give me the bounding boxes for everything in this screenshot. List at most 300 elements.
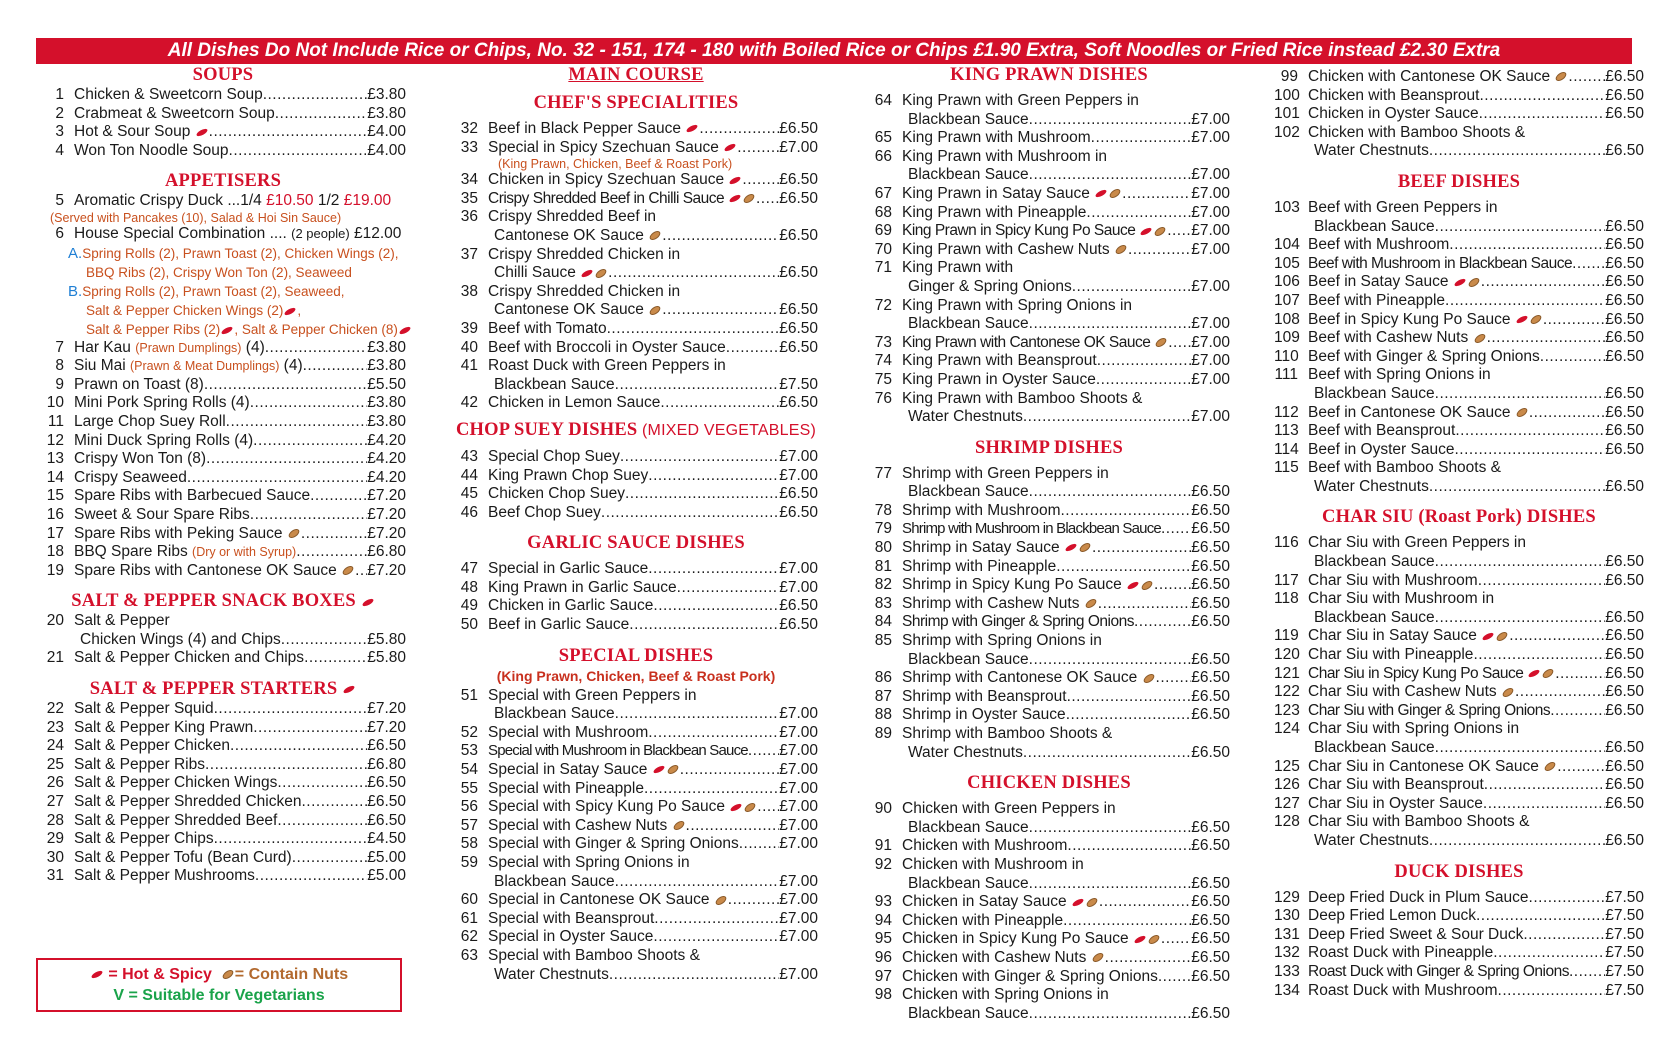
item-price: £7.00 <box>1191 408 1230 426</box>
item-number: 10 <box>46 394 64 412</box>
item-name: Beef Chop Suey <box>488 503 601 521</box>
item-number: 9 <box>55 375 64 393</box>
item-number: 102 <box>1274 123 1300 141</box>
item-number: 78 <box>874 501 892 519</box>
chop-suey-list <box>454 448 818 522</box>
menu-item <box>1274 404 1644 423</box>
item-name: King Prawn with Beansprout <box>902 352 1097 370</box>
menu-item <box>868 129 1230 148</box>
item-name: Blackbean Sauce <box>1314 384 1435 402</box>
menu-item <box>1274 87 1644 106</box>
chili-icon <box>652 765 665 775</box>
chili-icon <box>686 124 699 134</box>
item-number: 49 <box>460 597 478 615</box>
item-name: Roast Duck with Ginger & Spring Onions <box>1308 962 1569 980</box>
menu-item <box>40 394 406 413</box>
menu-item <box>1274 348 1644 367</box>
item-price: £6.50 <box>1191 576 1230 594</box>
item-price: £7.00 <box>1191 184 1230 202</box>
nut-icon <box>1091 952 1105 965</box>
chili-icon <box>1515 314 1528 324</box>
menu-item <box>454 616 818 635</box>
item-number: 57 <box>460 816 478 834</box>
menu-item <box>454 947 818 984</box>
chefs-list <box>454 120 818 413</box>
item-number: 24 <box>46 737 64 755</box>
item-price: £7.00 <box>779 447 818 465</box>
menu-item <box>1274 982 1644 1001</box>
item-name: Chicken with Pineapple <box>902 911 1064 929</box>
item-price: £6.50 <box>1605 86 1644 104</box>
item-name: Water Chestnuts <box>1314 831 1429 849</box>
chili-icon <box>730 802 743 812</box>
item-name: Beef in Spicy Kung Po Sauce <box>1308 311 1543 330</box>
menu-item <box>40 719 406 738</box>
item-name: Char Siu in Spicy Kung Po Sauce <box>1308 665 1555 684</box>
item-name: Char Siu with Ginger & Spring Onions <box>1308 701 1551 719</box>
item-price: £7.00 <box>779 835 818 853</box>
menu-item <box>1274 795 1644 814</box>
menu-item <box>1274 422 1644 441</box>
item-number: 122 <box>1274 683 1300 701</box>
item-name: Roast Duck with Mushroom <box>1308 981 1498 999</box>
menu-item <box>868 502 1230 521</box>
menu-item <box>1274 329 1644 348</box>
item-price: £7.00 <box>779 761 818 779</box>
item-name: Beef with Pineapple <box>1308 291 1446 309</box>
item-price: £7.50 <box>1605 962 1644 980</box>
nut-icon <box>1153 225 1167 238</box>
menu-item <box>868 222 1230 241</box>
item-name: Char Siu in Oyster Sauce <box>1308 794 1483 812</box>
item-name: Blackbean Sauce <box>1314 608 1435 626</box>
section-title-beef: BEEF DISHES <box>1397 171 1521 192</box>
menu-item <box>454 448 818 467</box>
item-number: 43 <box>460 447 478 465</box>
item-price: £7.20 <box>367 524 406 542</box>
menu-column-3 <box>868 64 1230 1023</box>
item-name: Prawn on Toast (8) <box>74 375 204 393</box>
item-number: 63 <box>460 946 478 964</box>
vegetarian-icon: V <box>113 987 125 1004</box>
item-name: Chicken in Lemon Sauce <box>488 394 661 412</box>
item-price: £6.50 <box>779 503 818 521</box>
menu-item <box>1274 236 1644 255</box>
menu-item <box>868 259 1230 296</box>
item-price: £7.00 <box>1191 370 1230 388</box>
menu-item <box>868 204 1230 223</box>
item-number: 92 <box>874 855 892 873</box>
menu-item: 6 House Special Combination .... (2 people) £12.00 <box>55 224 402 242</box>
item-price: £7.00 <box>779 466 818 484</box>
item-price: £7.00 <box>779 742 818 760</box>
king-prawn-list <box>868 92 1230 427</box>
menu-item <box>1274 441 1644 460</box>
menu-item <box>40 737 406 756</box>
menu-item <box>40 830 406 849</box>
item-name: Crispy Shredded Beef in <box>488 208 657 226</box>
menu-item <box>1274 534 1644 571</box>
item-number: 58 <box>460 835 478 853</box>
item-price: £6.50 <box>1191 687 1230 705</box>
item-name: Shrimp with Mushroom in Blackbean Sauce <box>902 520 1161 538</box>
menu-item <box>40 142 406 161</box>
item-name: Chicken with Mushroom in <box>902 855 1084 873</box>
item-price: £6.50 <box>779 226 818 244</box>
menu-item <box>868 558 1230 577</box>
item-price: £7.00 <box>779 798 818 816</box>
section-title-chefs-specialities: CHEF'S SPECIALITIES <box>533 93 739 113</box>
item-price: £6.50 <box>1605 627 1644 645</box>
item-number: 32 <box>460 120 478 137</box>
section-title-chop-suey: CHOP SUEY DISHES (MIXED VEGETABLES) <box>455 419 817 440</box>
menu-item <box>454 467 818 486</box>
menu-item <box>1274 366 1644 403</box>
duck-list <box>1274 889 1644 1001</box>
rice-chips-banner: All Dishes Do Not Include Rice or Chips, No. 32 - 151, 174 - 180 with Boiled Rice or Chips £1.90 Extra, Soft Noodles or Fried Rice instead £2.30 Extra <box>36 38 1632 64</box>
char-siu-list <box>1274 534 1644 850</box>
nut-icon <box>1467 276 1481 289</box>
nut-icon <box>1473 332 1487 345</box>
item-number: 126 <box>1274 776 1300 794</box>
menu-item <box>868 930 1230 949</box>
item-name: Special with Mushroom <box>488 723 649 741</box>
nut-icon <box>666 764 680 777</box>
item-number: 3 <box>55 123 64 141</box>
item-price: £7.00 <box>1191 333 1230 351</box>
item-name: Shrimp with Green Peppers in <box>902 464 1109 482</box>
item-name: Char Siu with Green Peppers in <box>1308 534 1526 552</box>
item-name: Salt & Pepper Shredded Beef <box>74 811 278 829</box>
item-price: £6.50 <box>1605 105 1644 123</box>
item-name: Special in Oyster Sauce <box>488 928 654 946</box>
item-number: 75 <box>874 370 892 388</box>
nut-icon <box>1543 760 1557 773</box>
item-price: £6.50 <box>1605 553 1644 571</box>
menu-item <box>40 450 406 469</box>
item-price: £6.50 <box>1605 831 1644 849</box>
item-name: King Prawn with Cantonese OK Sauce <box>902 334 1168 353</box>
item-price: £7.20 <box>367 487 406 505</box>
menu-item <box>454 394 818 413</box>
item-number: 90 <box>874 800 892 818</box>
menu-item <box>1274 68 1644 87</box>
item-name: Chicken in Satay Sauce <box>902 893 1099 912</box>
item-name: Shrimp with Beansprout <box>902 687 1067 705</box>
menu-item <box>454 742 818 761</box>
item-name: Blackbean Sauce <box>908 818 1029 836</box>
item-price: £6.50 <box>1605 757 1644 775</box>
menu-item <box>868 669 1230 688</box>
item-number: 27 <box>46 793 64 811</box>
item-name: King Prawn with Mushroom <box>902 129 1091 147</box>
section-title-garlic: GARLIC SAUCE DISHES <box>527 533 745 554</box>
item-name: Spare Ribs with Barbecued Sauce <box>74 487 311 505</box>
nut-icon <box>1515 406 1529 419</box>
item-name: Shrimp with Cashew Nuts <box>902 595 1098 614</box>
item-number: 117 <box>1274 571 1299 589</box>
item-name: Char Siu with Bamboo Shoots & <box>1308 813 1530 831</box>
item-number: 85 <box>874 632 892 650</box>
item-name: King Prawn in Satay Sauce <box>902 185 1122 204</box>
item-note: (King Prawn, Chicken, Beef & Roast Pork) <box>498 157 733 172</box>
item-price: £6.50 <box>1191 874 1230 892</box>
menu-item <box>1274 813 1644 850</box>
item-price: £6.50 <box>779 485 818 503</box>
menu-item <box>868 390 1230 427</box>
item-name: Chicken with Ginger & Spring Onions <box>902 967 1158 985</box>
item-number: 76 <box>874 389 892 407</box>
item-price: £6.50 <box>1191 501 1230 519</box>
item-name: Chicken with Spring Onions in <box>902 986 1109 1004</box>
item-name: Water Chestnuts <box>1314 142 1429 160</box>
item-name: Beef in Garlic Sauce <box>488 616 630 634</box>
item-number: 12 <box>46 431 64 449</box>
menu-item <box>868 241 1230 260</box>
item-name: Mini Pork Spring Rolls (4) <box>74 394 250 412</box>
item-number: 113 <box>1274 422 1299 440</box>
item-number: 111 <box>1274 366 1298 384</box>
item-number: 116 <box>1274 534 1299 552</box>
menu-item <box>1274 292 1644 311</box>
item-name: Crispy Seaweed <box>74 468 187 486</box>
item-name: Special in Garlic Sauce <box>488 560 649 578</box>
chili-icon <box>1528 669 1541 679</box>
menu-item <box>454 928 818 947</box>
menu-item: 19 Spare Ribs with Cantonese OK Sauce ..... £7.20 <box>40 562 406 581</box>
item-price: £7.00 <box>779 705 818 723</box>
item-price: £4.20 <box>367 431 406 449</box>
menu-item <box>1274 646 1644 665</box>
item-name: Crabmeat & Sweetcorn Soup <box>74 104 275 122</box>
nut-icon <box>1495 630 1509 643</box>
item-name: Blackbean Sauce <box>494 872 615 890</box>
item-price: £6.50 <box>1605 608 1644 626</box>
menu-column-2 <box>454 64 818 984</box>
item-number: 59 <box>460 854 478 871</box>
item-price: £6.50 <box>779 189 818 207</box>
item-number: 84 <box>874 613 892 631</box>
item-number: 125 <box>1274 757 1300 775</box>
item-number: 65 <box>874 129 892 147</box>
item-number: 104 <box>1274 236 1300 254</box>
item-number: 110 <box>1274 347 1299 365</box>
menu-item <box>40 506 406 525</box>
item-number: 97 <box>874 967 892 985</box>
item-price: £6.80 <box>367 755 406 773</box>
menu-item <box>40 867 406 886</box>
starters-list <box>40 700 406 886</box>
section-title-starters: SALT & PEPPER STARTERS <box>40 678 406 700</box>
item-number: 91 <box>874 837 892 855</box>
item-price: £6.50 <box>1605 422 1644 440</box>
item-number: 73 <box>874 333 892 351</box>
item-name: Crispy Shredded Chicken in <box>488 282 681 300</box>
chili-icon <box>90 970 103 980</box>
item-number: 26 <box>46 774 64 792</box>
menu-item <box>868 148 1230 185</box>
menu-item <box>454 910 818 929</box>
chili-icon <box>1140 226 1153 236</box>
item-name: Ginger & Spring Onions <box>908 277 1072 295</box>
item-price: £6.50 <box>1605 254 1644 272</box>
item-name: Shrimp in Spicy Kung Po Sauce <box>902 576 1154 595</box>
item-name: Special with Spring Onions in <box>488 854 690 871</box>
item-price: £4.20 <box>367 450 406 468</box>
item-number: 22 <box>46 700 64 718</box>
item-price: £6.50 <box>1191 706 1230 724</box>
item-number: 131 <box>1274 925 1300 943</box>
item-price: £6.50 <box>1605 291 1644 309</box>
chili-icon <box>343 685 356 695</box>
item-name: Char Siu with Mushroom in <box>1308 590 1495 608</box>
item-price: £6.50 <box>1191 930 1230 948</box>
item-price: £6.50 <box>1605 701 1644 719</box>
nut-icon <box>287 527 301 540</box>
menu-item <box>40 793 406 812</box>
menu-item <box>1274 459 1644 496</box>
chili-icon <box>1071 897 1084 907</box>
item-name: Won Ton Noodle Soup <box>74 141 229 159</box>
item-price: £6.50 <box>1605 217 1644 235</box>
menu-item <box>868 185 1230 204</box>
item-number: 46 <box>460 503 478 521</box>
chili-icon <box>1095 189 1108 199</box>
menu-item <box>40 86 406 105</box>
section-title-king-prawn: KING PRAWN DISHES <box>950 65 1148 85</box>
menu-item <box>868 576 1230 595</box>
item-price: £6.50 <box>1605 776 1644 794</box>
item-price: £6.50 <box>779 616 818 634</box>
item-number: 87 <box>874 687 892 705</box>
item-price: £6.50 <box>1191 650 1230 668</box>
item-name: Large Chop Suey Roll <box>74 412 226 430</box>
item-name: Char Siu with Cashew Nuts <box>1308 683 1515 702</box>
menu-item: 7 Har Kau (Prawn Dumplings) (4) ..... £3.80 <box>40 339 406 358</box>
item-number: 2 <box>55 104 64 122</box>
menu-item <box>454 724 818 743</box>
item-name: King Prawn with <box>902 259 1014 277</box>
item-name: Cantonese OK Sauce <box>494 227 662 246</box>
menu-item <box>40 756 406 775</box>
item-name: Cantonese OK Sauce <box>494 301 662 320</box>
nut-icon <box>1142 672 1156 685</box>
menu-item <box>454 891 818 910</box>
item-price: £7.50 <box>1605 981 1644 999</box>
menu-item <box>454 208 818 245</box>
item-number: 51 <box>460 686 478 704</box>
item-number: 118 <box>1274 590 1299 608</box>
menu-column-1 <box>40 64 406 886</box>
item-number: 41 <box>460 357 478 375</box>
menu-item <box>40 376 406 395</box>
item-name: Chicken with Bamboo Shoots & <box>1308 123 1526 141</box>
garlic-list <box>454 560 818 634</box>
nut-icon <box>1147 933 1161 946</box>
menu-item <box>40 812 406 831</box>
item-price: £6.50 <box>1191 520 1230 538</box>
item-name: King Prawn with Pineapple <box>902 203 1087 221</box>
item-price: £6.50 <box>1605 142 1644 160</box>
item-number: 72 <box>874 296 892 314</box>
special-list <box>454 687 818 985</box>
menu-item <box>1274 572 1644 591</box>
item-price: £6.50 <box>779 301 818 319</box>
menu-item <box>454 761 818 780</box>
item-name: Roast Duck with Green Peppers in <box>488 357 726 375</box>
item-number: 105 <box>1274 254 1300 272</box>
item-price: £6.50 <box>1191 1004 1230 1022</box>
item-number: 30 <box>46 848 64 866</box>
menu-item <box>1274 907 1644 926</box>
item-name: King Prawn with Green Peppers in <box>902 92 1139 109</box>
item-price: £7.00 <box>1191 277 1230 295</box>
menu-item <box>454 171 818 190</box>
item-name: Beef with Spring Onions in <box>1308 366 1491 384</box>
item-number: 52 <box>460 723 478 741</box>
item-price: £6.50 <box>367 793 406 811</box>
item-name: Crispy Shredded Beef in Chilli Sauce <box>488 190 756 209</box>
item-name: Beef with Cashew Nuts <box>1308 329 1487 348</box>
item-name: Blackbean Sauce <box>908 110 1029 128</box>
item-number: 134 <box>1274 981 1300 999</box>
chili-icon <box>221 325 234 335</box>
item-name: Beef with Broccoli in Oyster Sauce <box>488 338 726 356</box>
item-name: Char Siu with Pineapple <box>1308 646 1474 664</box>
item-price: £5.50 <box>367 375 406 393</box>
item-name: Aromatic Crispy Duck ...1/4 £10.50 1/2 £19.00 <box>74 192 392 210</box>
chili-icon <box>1453 277 1466 287</box>
menu-item <box>1274 311 1644 330</box>
item-number: 47 <box>460 560 478 578</box>
item-name: Chicken in Spicy Kung Po Sauce <box>902 930 1161 949</box>
item-name: Chicken & Sweetcorn Soup <box>74 86 263 103</box>
menu-item <box>454 687 818 724</box>
nut-icon <box>648 304 662 317</box>
item-price: £4.00 <box>367 123 406 141</box>
nut-icon <box>742 192 756 205</box>
item-name: Special with Green Peppers in <box>488 686 697 704</box>
item-price: £6.50 <box>1605 664 1644 682</box>
chili-icon <box>729 194 742 204</box>
menu-item <box>1274 776 1644 795</box>
item-number: 70 <box>874 240 892 258</box>
item-number: 121 <box>1274 664 1300 682</box>
menu-item <box>868 837 1230 856</box>
menu-item <box>454 780 818 799</box>
item-price: £6.50 <box>1605 329 1644 347</box>
item-name: Blackbean Sauce <box>908 650 1029 668</box>
menu-item: 20 Salt & Pepper Chicken Wings (4) and Chips ..... £5.80 <box>40 612 406 649</box>
item-price: £3.80 <box>367 412 406 430</box>
item-name: Deep Fried Duck in Plum Sauce <box>1308 888 1529 906</box>
item-name: Shrimp with Spring Onions in <box>902 632 1102 650</box>
menu-item <box>868 688 1230 707</box>
item-number: 60 <box>460 891 478 909</box>
item-number: 107 <box>1274 291 1300 309</box>
item-name: Sweet & Sour Spare Ribs <box>74 505 250 523</box>
item-number: 68 <box>874 203 892 221</box>
item-name: Shrimp in Satay Sauce <box>902 539 1092 558</box>
item-name: Salt & Pepper Shredded Chicken <box>74 793 302 811</box>
item-name: Chicken with Cantonese OK Sauce <box>1308 68 1568 87</box>
chili-icon <box>195 127 208 137</box>
item-name: Shrimp in Oyster Sauce <box>902 706 1066 724</box>
menu-item <box>1274 199 1644 236</box>
item-name: Shrimp with Cantonese OK Sauce <box>902 669 1156 688</box>
chili-icon <box>1482 631 1495 641</box>
item-price: £6.50 <box>1605 739 1644 756</box>
